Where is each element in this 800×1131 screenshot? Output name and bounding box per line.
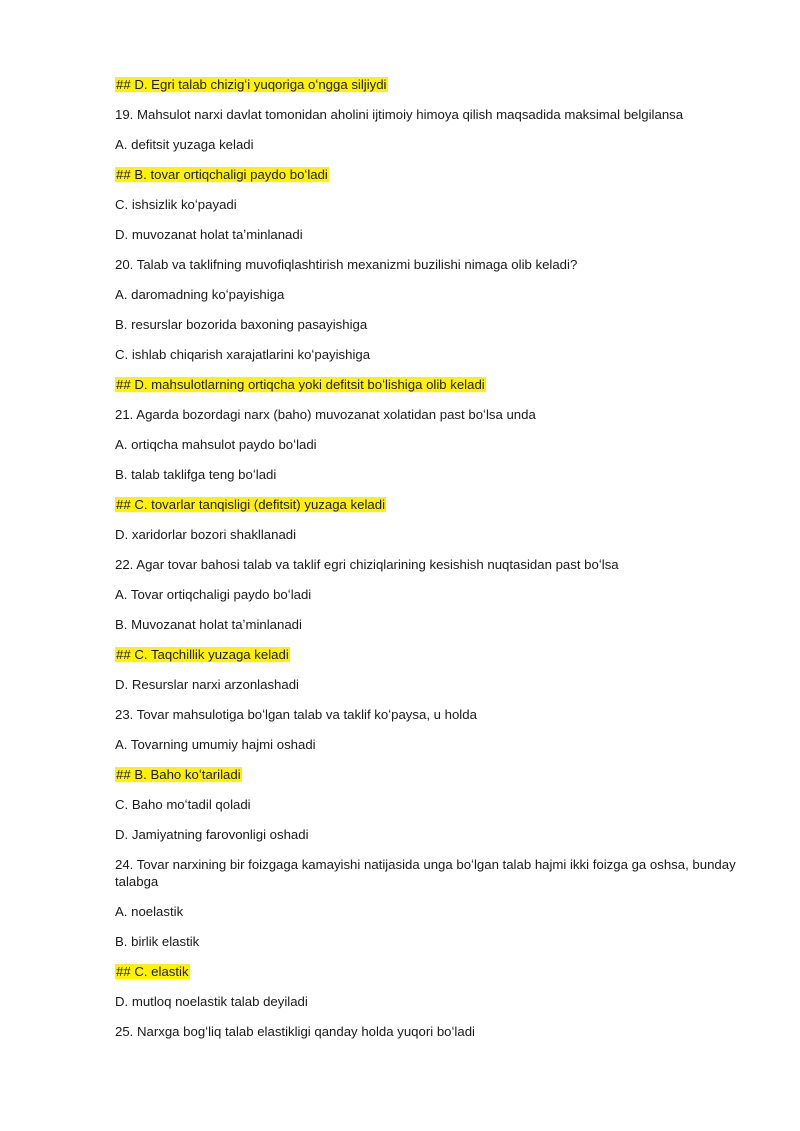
option-20-a: A. daromadning koʻpayishiga <box>115 287 285 302</box>
answer-line-23-b <box>115 766 740 783</box>
option-23-c: C. Baho moʻtadil qoladi <box>115 797 251 812</box>
option-24-a: A. noelastik <box>115 904 184 919</box>
option-24-d: D. mutloq noelastik talab deyiladi <box>115 994 308 1009</box>
option-19-a: A. defitsit yuzaga keladi <box>115 137 254 152</box>
question-21: 21. Agarda bozordagi narx (baho) muvozanat xolatidan past boʻlsa unda <box>115 407 536 422</box>
option-21-a: A. ortiqcha mahsulot paydo boʻladi <box>115 437 317 452</box>
highlighted-answer: ## B. tovar ortiqchaligi paydo boʻladi <box>116 167 328 182</box>
highlighted-answer: ## C. tovarlar tanqisligi (defitsit) yuzaga keladi <box>116 497 386 512</box>
highlighted-answer: ## C. Taqchillik yuzaga keladi <box>116 647 289 662</box>
option-22-a: A. Tovar ortiqchaligi paydo boʻladi <box>115 587 312 602</box>
option-20-c: C. ishlab chiqarish xarajatlarini koʻpayishiga <box>115 347 371 362</box>
highlighted-answer: ## C. elastik <box>116 964 189 979</box>
question-23: 23. Tovar mahsulotiga boʻlgan talab va taklif koʻpaysa, u holda <box>115 707 477 722</box>
option-21-d: D. xaridorlar bozori shakllanadi <box>115 527 297 542</box>
option-24-b: B. birlik elastik <box>115 934 200 949</box>
question-22: 22. Agar tovar bahosi talab va taklif egri chiziqlarining kesishish nuqtasidan past boʻlsa <box>115 557 619 572</box>
question-20: 20. Talab va taklifning muvofiqlashtirish mexanizmi buzilishi nimaga olib keladi? <box>115 257 578 272</box>
answer-line-20-d <box>115 376 740 393</box>
option-22-d: D. Resurslar narxi arzonlashadi <box>115 677 299 692</box>
option-23-d: D. Jamiyatning farovonligi oshadi <box>115 827 309 842</box>
option-19-c: C. ishsizlik koʻpayadi <box>115 197 237 212</box>
highlighted-answer: ## D. mahsulotlarning ortiqcha yoki defitsit boʻlishiga olib keladi <box>116 377 485 392</box>
option-22-b: B. Muvozanat holat taʼminlanadi <box>115 617 302 632</box>
answer-line-18-d <box>115 76 740 93</box>
option-19-d: D. muvozanat holat taʼminlanadi <box>115 227 303 242</box>
question-19: 19. Mahsulot narxi davlat tomonidan aholini ijtimoiy himoya qilish maqsadida maksimal belgilansa <box>115 107 684 122</box>
highlighted-answer: ## D. Egri talab chizigʻi yuqoriga oʻngga siljiydi <box>116 77 387 92</box>
option-20-b: B. resurslar bozorida baxoning pasayishiga <box>115 317 368 332</box>
option-23-a: A. Tovarning umumiy hajmi oshadi <box>115 737 316 752</box>
answer-line-24-c <box>115 963 740 980</box>
option-21-b: B. talab taklifga teng boʻladi <box>115 467 277 482</box>
question-24: 24. Tovar narxining bir foizgaga kamayishi natijasida unga boʻlgan talab hajmi ikki foizga ga oshsa, bunday talabga <box>115 857 736 889</box>
answer-line-21-c <box>115 496 740 513</box>
answer-line-22-c <box>115 646 740 663</box>
highlighted-answer: ## B. Baho koʻtariladi <box>116 767 241 782</box>
answer-line-19-b <box>115 166 740 183</box>
question-25: 25. Narxga bogʻliq talab elastikligi qanday holda yuqori boʻladi <box>115 1024 475 1039</box>
